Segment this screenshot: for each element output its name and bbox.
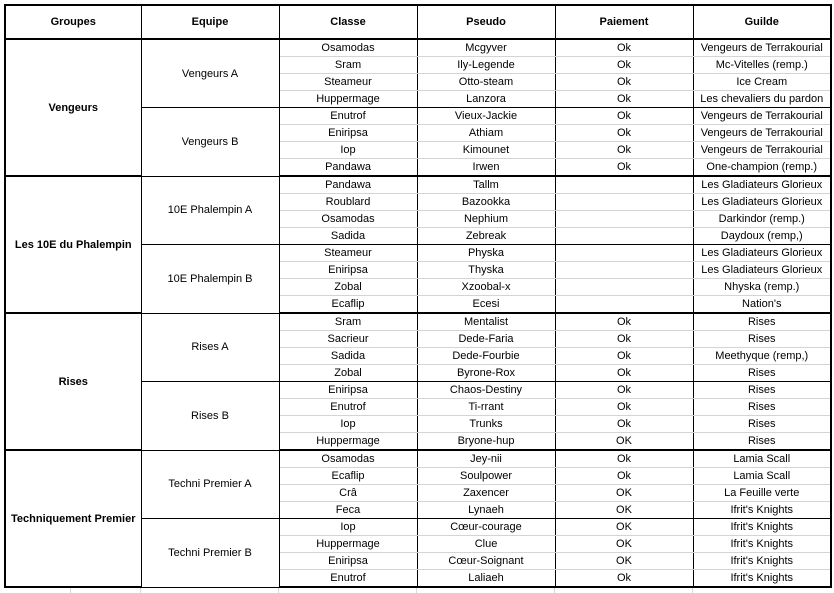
classe-cell[interactable]: Zobal: [279, 365, 417, 382]
paiement-cell[interactable]: Ok: [555, 348, 693, 365]
paiement-cell[interactable]: Ok: [555, 74, 693, 91]
paiement-cell[interactable]: Ok: [555, 39, 693, 57]
classe-cell[interactable]: Sadida: [279, 348, 417, 365]
paiement-cell[interactable]: Ok: [555, 108, 693, 125]
guilde-cell[interactable]: Lamia Scall: [693, 468, 831, 485]
pseudo-cell[interactable]: Byrone-Rox: [417, 365, 555, 382]
classe-cell[interactable]: Osamodas: [279, 450, 417, 468]
guilde-cell[interactable]: Ifrit's Knights: [693, 536, 831, 553]
paiement-cell[interactable]: Ok: [555, 142, 693, 159]
guilde-cell[interactable]: Nation's: [693, 296, 831, 314]
classe-cell[interactable]: Enutrof: [279, 399, 417, 416]
guilde-cell[interactable]: Les Gladiateurs Glorieux: [693, 262, 831, 279]
classe-cell[interactable]: Enutrof: [279, 108, 417, 125]
guilde-cell[interactable]: Vengeurs de Terrakourial: [693, 108, 831, 125]
paiement-cell[interactable]: [555, 296, 693, 314]
pseudo-cell[interactable]: Ecesi: [417, 296, 555, 314]
paiement-cell[interactable]: OK: [555, 485, 693, 502]
paiement-cell[interactable]: Ok: [555, 570, 693, 588]
pseudo-cell[interactable]: Xzoobal-x: [417, 279, 555, 296]
guilde-cell[interactable]: Rises: [693, 382, 831, 399]
classe-cell[interactable]: Huppermage: [279, 91, 417, 108]
guilde-cell[interactable]: Ifrit's Knights: [693, 570, 831, 588]
group-name-cell[interactable]: Techniquement Premier: [5, 450, 141, 587]
guilde-cell[interactable]: Rises: [693, 331, 831, 348]
team-name-cell[interactable]: Rises B: [141, 382, 279, 451]
pseudo-cell[interactable]: Athiam: [417, 125, 555, 142]
guilde-cell[interactable]: Rises: [693, 433, 831, 451]
team-name-cell[interactable]: Vengeurs A: [141, 39, 279, 108]
classe-cell[interactable]: Eniripsa: [279, 382, 417, 399]
team-name-cell[interactable]: Techni Premier A: [141, 450, 279, 519]
gridline: [70, 588, 71, 593]
table-row: [5, 450, 831, 468]
paiement-cell[interactable]: OK: [555, 553, 693, 570]
table-row: [5, 39, 831, 57]
guilde-cell[interactable]: Ice Cream: [693, 74, 831, 91]
paiement-cell[interactable]: Ok: [555, 331, 693, 348]
paiement-cell[interactable]: Ok: [555, 91, 693, 108]
pseudo-cell[interactable]: Laliaeh: [417, 570, 555, 588]
group-name-cell[interactable]: Rises: [5, 313, 141, 450]
classe-cell[interactable]: Feca: [279, 502, 417, 519]
paiement-cell[interactable]: Ok: [555, 365, 693, 382]
guilde-cell[interactable]: Darkindor (remp.): [693, 211, 831, 228]
classe-cell[interactable]: Crâ: [279, 485, 417, 502]
classe-cell[interactable]: Sacrieur: [279, 331, 417, 348]
pseudo-cell[interactable]: Zebreak: [417, 228, 555, 245]
guilde-cell[interactable]: Vengeurs de Terrakourial: [693, 39, 831, 57]
guilde-cell[interactable]: Daydoux (remp,): [693, 228, 831, 245]
pseudo-cell[interactable]: Mentalist: [417, 313, 555, 331]
pseudo-cell[interactable]: Tallm: [417, 176, 555, 194]
paiement-cell[interactable]: Ok: [555, 399, 693, 416]
guilde-cell[interactable]: Meethyque (remp,): [693, 348, 831, 365]
team-name-cell[interactable]: Techni Premier B: [141, 519, 279, 588]
gridline: [278, 588, 279, 593]
guilde-cell[interactable]: Les Gladiateurs Glorieux: [693, 194, 831, 211]
paiement-cell[interactable]: Ok: [555, 450, 693, 468]
paiement-cell[interactable]: Ok: [555, 159, 693, 177]
pseudo-cell[interactable]: Dede-Fourbie: [417, 348, 555, 365]
paiement-cell[interactable]: [555, 245, 693, 262]
pseudo-cell[interactable]: Bryone-hup: [417, 433, 555, 451]
pseudo-cell[interactable]: Dede-Faria: [417, 331, 555, 348]
gridline: [140, 588, 141, 593]
header-row: [5, 5, 831, 39]
gridline: [416, 588, 417, 593]
header-paiement[interactable]: Paiement: [555, 5, 693, 39]
classe-cell[interactable]: Ecaflip: [279, 296, 417, 314]
pseudo-cell[interactable]: Ily-Legende: [417, 57, 555, 74]
paiement-cell[interactable]: OK: [555, 519, 693, 536]
classe-cell[interactable]: Eniripsa: [279, 125, 417, 142]
classe-cell[interactable]: Sram: [279, 57, 417, 74]
classe-cell[interactable]: Eniripsa: [279, 553, 417, 570]
guilde-cell[interactable]: Vengeurs de Terrakourial: [693, 125, 831, 142]
classe-cell[interactable]: Huppermage: [279, 536, 417, 553]
roster-table: [4, 4, 832, 588]
header-guilde[interactable]: Guilde: [693, 5, 831, 39]
guilde-cell[interactable]: Rises: [693, 313, 831, 331]
header-pseudo[interactable]: Pseudo: [417, 5, 555, 39]
classe-cell[interactable]: Zobal: [279, 279, 417, 296]
guilde-cell[interactable]: Les Gladiateurs Glorieux: [693, 176, 831, 194]
classe-cell[interactable]: Iop: [279, 519, 417, 536]
classe-cell[interactable]: Pandawa: [279, 176, 417, 194]
pseudo-cell[interactable]: Bazookka: [417, 194, 555, 211]
group-name-cell[interactable]: Vengeurs: [5, 39, 141, 176]
pseudo-cell[interactable]: Cœur-courage: [417, 519, 555, 536]
group-name-cell[interactable]: Les 10E du Phalempin: [5, 176, 141, 313]
header-equipe[interactable]: Equipe: [141, 5, 279, 39]
guilde-cell[interactable]: Rises: [693, 399, 831, 416]
paiement-cell[interactable]: [555, 194, 693, 211]
team-name-cell[interactable]: Rises A: [141, 313, 279, 382]
guilde-cell[interactable]: Ifrit's Knights: [693, 519, 831, 536]
paiement-cell[interactable]: [555, 279, 693, 296]
guilde-cell[interactable]: Rises: [693, 416, 831, 433]
classe-cell[interactable]: Sadida: [279, 228, 417, 245]
paiement-cell[interactable]: Ok: [555, 125, 693, 142]
paiement-cell[interactable]: Ok: [555, 382, 693, 399]
pseudo-cell[interactable]: Jey-nii: [417, 450, 555, 468]
pseudo-cell[interactable]: Trunks: [417, 416, 555, 433]
pseudo-cell[interactable]: Kimounet: [417, 142, 555, 159]
guilde-cell[interactable]: La Feuille verte: [693, 485, 831, 502]
guilde-cell[interactable]: Mc-Vitelles (remp.): [693, 57, 831, 74]
guilde-cell[interactable]: Les chevaliers du pardon: [693, 91, 831, 108]
classe-cell[interactable]: Pandawa: [279, 159, 417, 177]
classe-cell[interactable]: Iop: [279, 416, 417, 433]
pseudo-cell[interactable]: Lanzora: [417, 91, 555, 108]
classe-cell[interactable]: Osamodas: [279, 39, 417, 57]
guilde-cell[interactable]: Les Gladiateurs Glorieux: [693, 245, 831, 262]
classe-cell[interactable]: Sram: [279, 313, 417, 331]
pseudo-cell[interactable]: Physka: [417, 245, 555, 262]
gridline: [554, 588, 555, 593]
pseudo-cell[interactable]: Ti-rrant: [417, 399, 555, 416]
guilde-cell[interactable]: Nhyska (remp.): [693, 279, 831, 296]
guilde-cell[interactable]: Vengeurs de Terrakourial: [693, 142, 831, 159]
paiement-cell[interactable]: OK: [555, 536, 693, 553]
paiement-cell[interactable]: [555, 262, 693, 279]
paiement-cell[interactable]: [555, 211, 693, 228]
pseudo-cell[interactable]: Nephium: [417, 211, 555, 228]
paiement-cell[interactable]: Ok: [555, 416, 693, 433]
guilde-cell[interactable]: Lamia Scall: [693, 450, 831, 468]
gridline: [692, 588, 693, 593]
paiement-cell[interactable]: [555, 176, 693, 194]
paiement-cell[interactable]: Ok: [555, 468, 693, 485]
classe-cell[interactable]: Steameur: [279, 74, 417, 91]
team-name-cell[interactable]: Vengeurs B: [141, 108, 279, 177]
pseudo-cell[interactable]: Lynaeh: [417, 502, 555, 519]
pseudo-cell[interactable]: Thyska: [417, 262, 555, 279]
pseudo-cell[interactable]: Cœur-Soignant: [417, 553, 555, 570]
table-row: [5, 176, 831, 194]
pseudo-cell[interactable]: Irwen: [417, 159, 555, 177]
paiement-cell[interactable]: Ok: [555, 313, 693, 331]
classe-cell[interactable]: Ecaflip: [279, 468, 417, 485]
classe-cell[interactable]: Iop: [279, 142, 417, 159]
classe-cell[interactable]: Eniripsa: [279, 262, 417, 279]
guilde-cell[interactable]: Rises: [693, 365, 831, 382]
pseudo-cell[interactable]: Mcgyver: [417, 39, 555, 57]
paiement-cell[interactable]: OK: [555, 502, 693, 519]
pseudo-cell[interactable]: Chaos-Destiny: [417, 382, 555, 399]
pseudo-cell[interactable]: Clue: [417, 536, 555, 553]
pseudo-cell[interactable]: Vieux-Jackie: [417, 108, 555, 125]
team-name-cell[interactable]: 10E Phalempin A: [141, 176, 279, 245]
classe-cell[interactable]: Roublard: [279, 194, 417, 211]
paiement-cell[interactable]: Ok: [555, 57, 693, 74]
pseudo-cell[interactable]: Zaxencer: [417, 485, 555, 502]
team-name-cell[interactable]: 10E Phalempin B: [141, 245, 279, 314]
guilde-cell[interactable]: Ifrit's Knights: [693, 502, 831, 519]
paiement-cell[interactable]: [555, 228, 693, 245]
classe-cell[interactable]: Enutrof: [279, 570, 417, 588]
guilde-cell[interactable]: One-champion (remp.): [693, 159, 831, 177]
guilde-cell[interactable]: Ifrit's Knights: [693, 553, 831, 570]
classe-cell[interactable]: Huppermage: [279, 433, 417, 451]
pseudo-cell[interactable]: Otto-steam: [417, 74, 555, 91]
table-row: [5, 313, 831, 331]
header-classe[interactable]: Classe: [279, 5, 417, 39]
paiement-cell[interactable]: OK: [555, 433, 693, 451]
pseudo-cell[interactable]: Soulpower: [417, 468, 555, 485]
classe-cell[interactable]: Osamodas: [279, 211, 417, 228]
header-groupes[interactable]: Groupes: [5, 5, 141, 39]
classe-cell[interactable]: Steameur: [279, 245, 417, 262]
